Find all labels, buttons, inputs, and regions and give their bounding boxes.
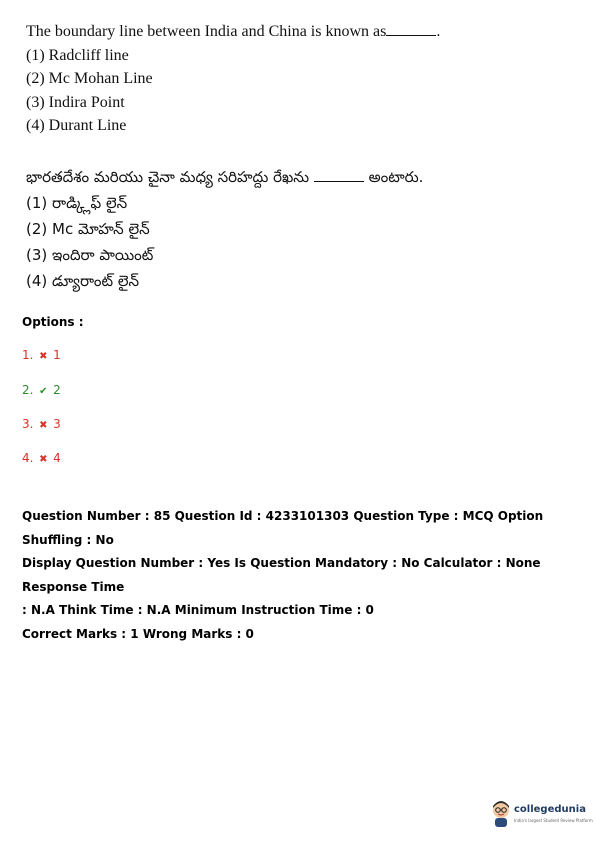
answer-value: 3 <box>53 417 61 431</box>
student-mascot-icon <box>490 800 512 828</box>
collegedunia-logo <box>490 800 595 830</box>
option-en-4: (4) Durant Line <box>26 117 127 134</box>
logo-wordmark: collegedunia <box>514 804 586 815</box>
option-te-4: (4) డ్యూరాంట్ లైన్ <box>26 272 140 290</box>
option-en-2: (2) Mc Mohan Line <box>26 70 153 87</box>
option-te-1: (1) రాడ్క్లిఫ్ లైన్ <box>26 194 128 212</box>
options-label: Options : <box>22 315 84 329</box>
answer-blank-te <box>314 169 364 182</box>
metadata-line: Question Number : 85 Question Id : 4233101303 Question Type : MCQ Option Shuffling : No <box>22 509 544 547</box>
answer-number: 2. <box>22 383 34 397</box>
metadata-line: : N.A Think Time : N.A Minimum Instruction Time : 0 <box>22 603 374 617</box>
check-mark-icon: ✔ <box>39 386 48 397</box>
answer-blank <box>386 23 436 36</box>
option-en-3: (3) Indira Point <box>26 93 125 111</box>
question-stem-te-text: భారతదేశం మరియు చైనా మధ్య సరిహద్దు రేఖను <box>26 168 310 186</box>
answer-option-3 <box>22 417 61 431</box>
question-telugu <box>26 164 423 294</box>
question-stem-te-end: అంటారు. <box>368 168 424 186</box>
answer-option-2 <box>22 383 61 397</box>
answer-value: 1 <box>53 348 61 362</box>
question-english <box>26 20 440 138</box>
answer-number: 3. <box>22 417 34 431</box>
option-te-3: (3) ఇందిరా పాయింట్ <box>26 246 154 264</box>
marks-line: Correct Marks : 1 Wrong Marks : 0 <box>22 626 254 641</box>
answer-option-1 <box>22 348 61 362</box>
answer-number: 1. <box>22 348 34 362</box>
wrong-mark-icon: ✖ <box>39 454 48 465</box>
logo-tagline: India's largest Student Review Platform <box>514 818 593 823</box>
option-en-1: (1) Radcliff line <box>26 46 129 64</box>
answer-value: 4 <box>53 451 61 465</box>
answer-option-4 <box>22 451 61 465</box>
option-te-2: (2) Mc మోహన్ లైన్ <box>26 220 150 238</box>
answer-value: 2 <box>53 383 61 397</box>
question-stem-text: The boundary line between India and China is known as <box>26 23 387 40</box>
answer-number: 4. <box>22 451 34 465</box>
question-metadata <box>22 505 582 646</box>
question-stem-en <box>26 20 440 44</box>
wrong-mark-icon: ✖ <box>39 351 48 362</box>
question-stem-te <box>26 164 423 190</box>
wrong-mark-icon: ✖ <box>39 420 48 431</box>
metadata-line: Display Question Number : Yes Is Question Mandatory : No Calculator : None Response Time <box>22 556 541 594</box>
question-stem-end: . <box>436 23 441 40</box>
